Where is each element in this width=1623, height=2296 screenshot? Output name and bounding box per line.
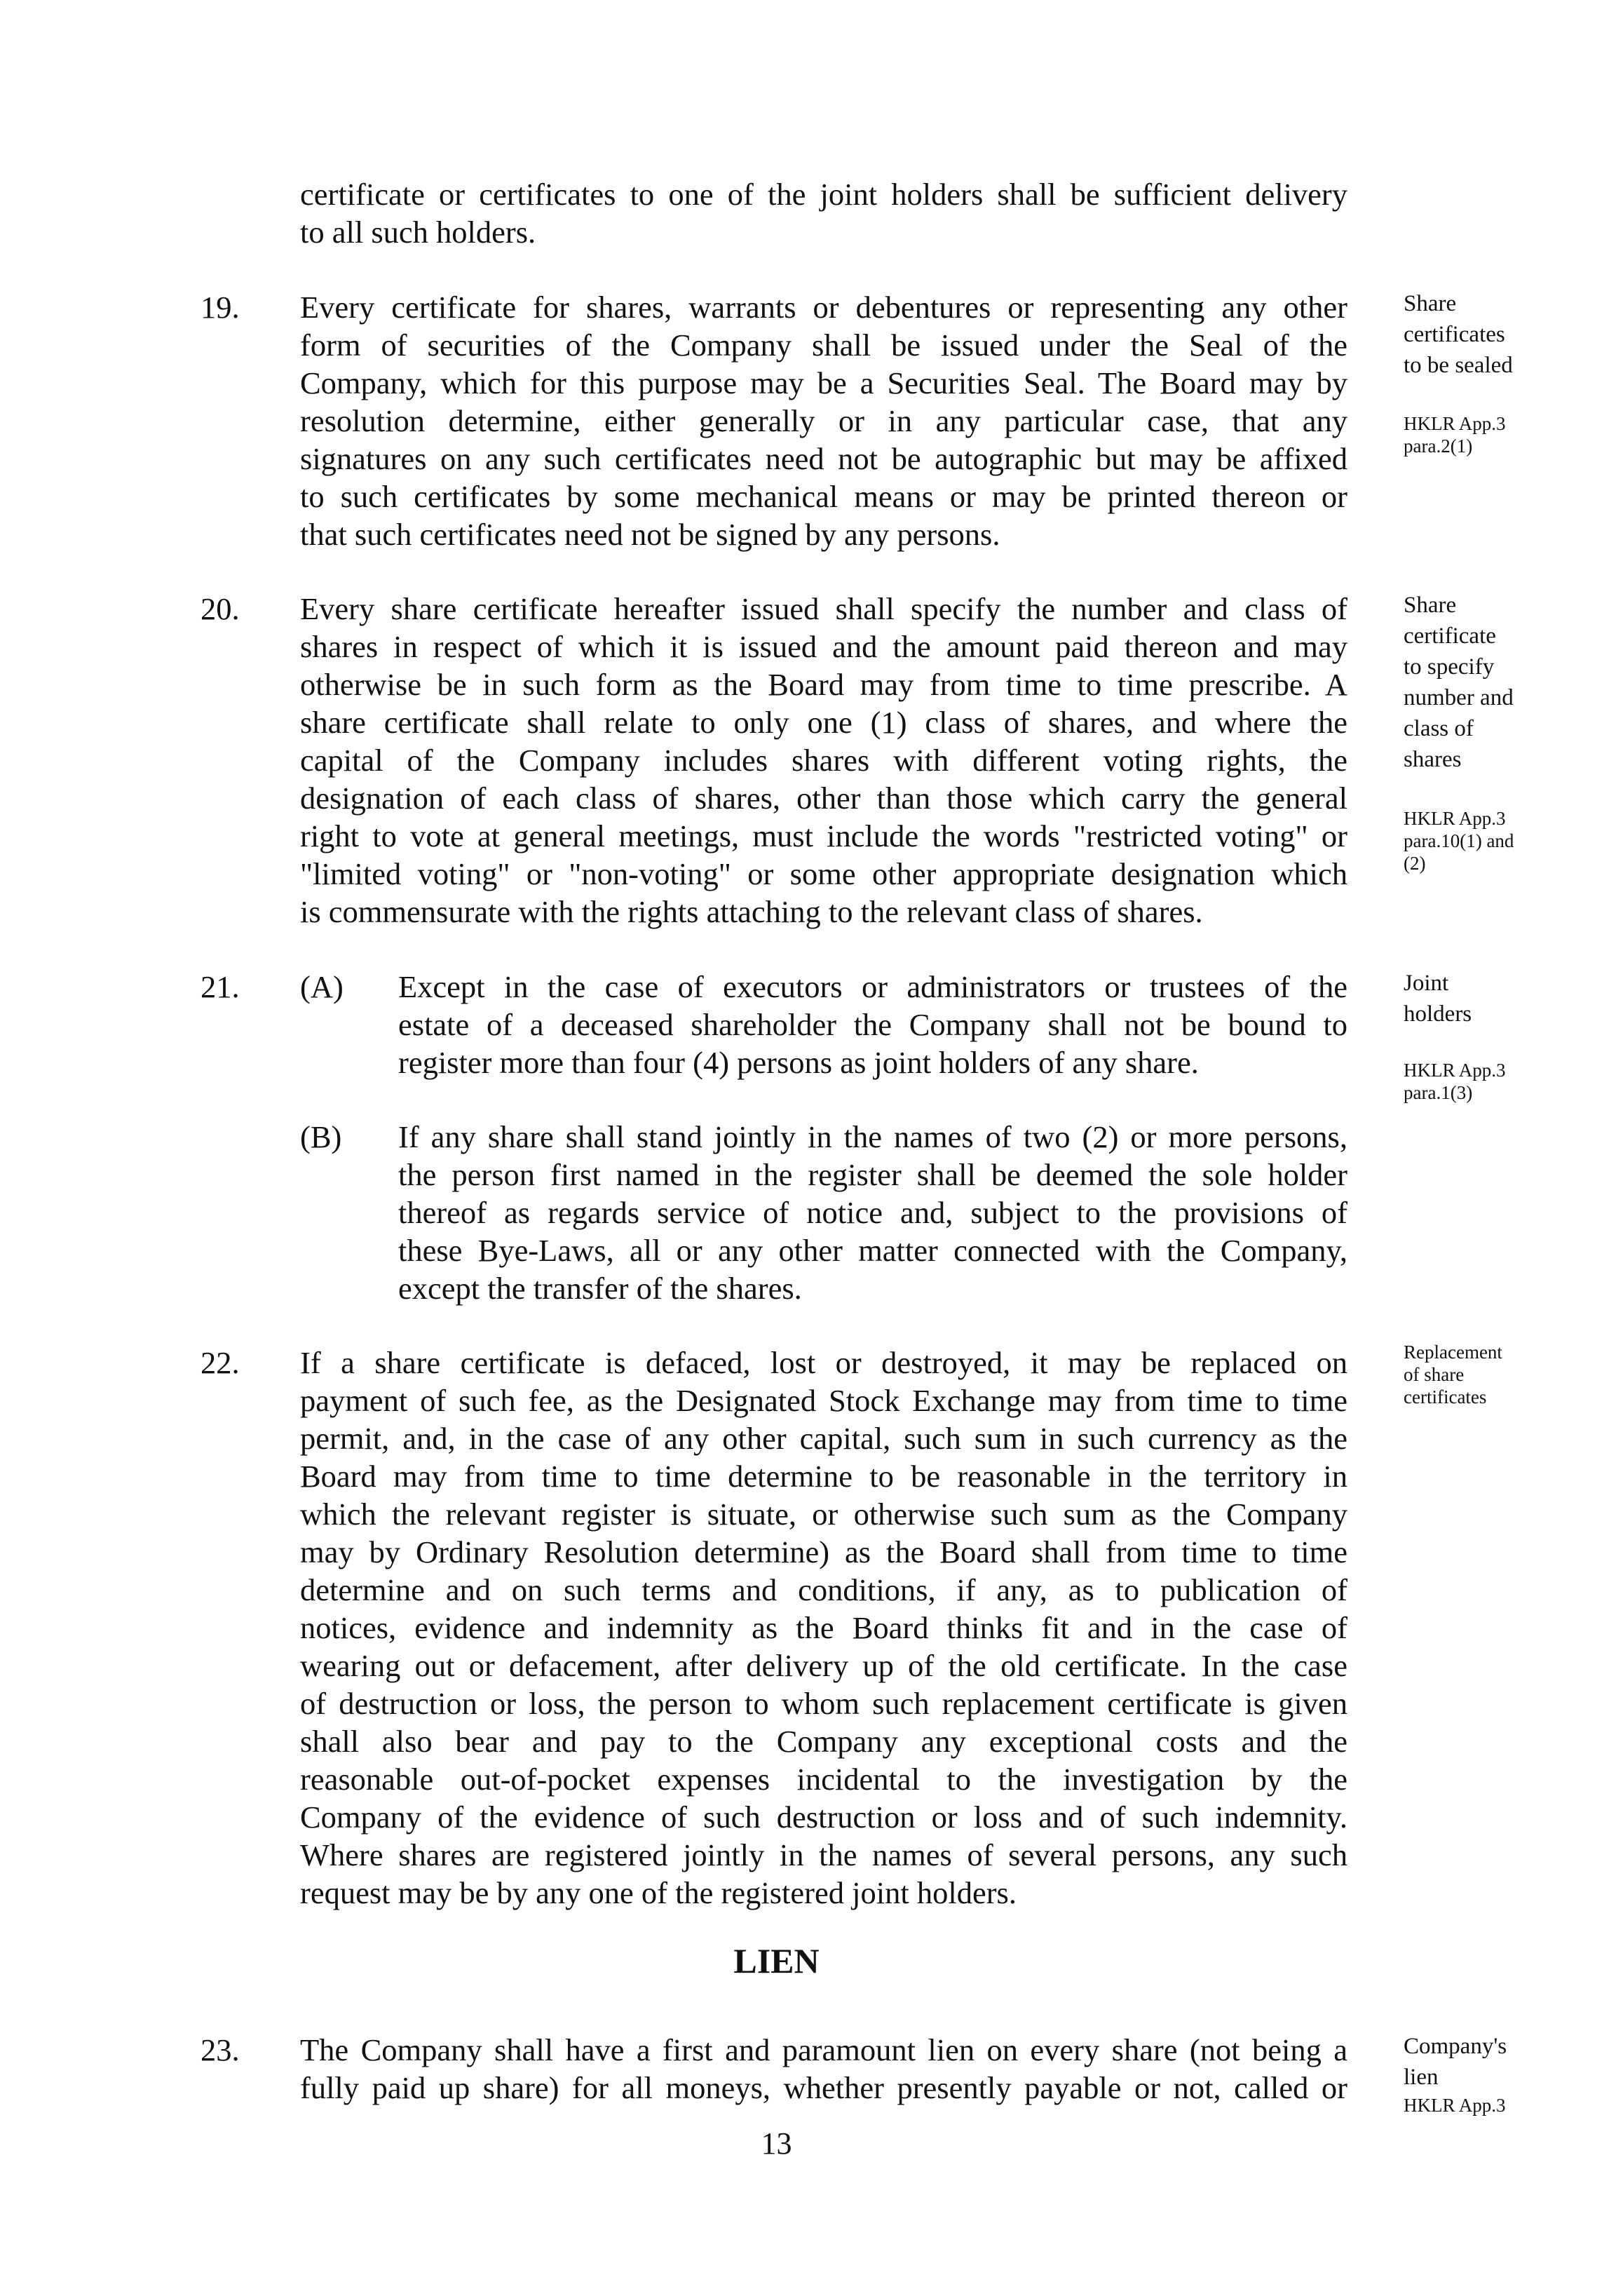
margin-note-line: class of [1404,716,1474,741]
text-line: estate of a deceased shareholder the Company shall not be bound to [398,1007,1347,1042]
margin-ref-line: (2) [1404,853,1426,874]
margin-note-line: to specify [1404,654,1495,680]
clause-22-body [300,1344,1347,1912]
margin-ref-line: HKLR App.3 [1404,2095,1506,2116]
margin-note-line: Joint [1404,971,1449,996]
margin-note-line: certificates [1404,1386,1487,1407]
text-line: fully paid up share) for all moneys, whether presently payable or not, called or [300,2070,1347,2105]
margin-ref-line: para.2(1) [1404,435,1473,457]
clause-21b-label: (B) [300,1119,342,1154]
text-line: Board may from time to time determine to be reasonable in the territory in [300,1459,1347,1494]
clause-20-margin-note [1404,590,1579,775]
text-line: reasonable out-of-pocket expenses incidental to the investigation by the [300,1762,1347,1797]
text-line: form of securities of the Company shall be issued under the Seal of the [300,327,1347,363]
text-line: which the relevant register is situate, or otherwise such sum as the Company [300,1497,1347,1532]
margin-note-line: shares [1404,747,1462,772]
clause-23-margin-reference [1404,2094,1579,2116]
clause-20-margin-reference [1404,807,1579,874]
text-line: the person first named in the register shall be deemed the sole holder [398,1157,1347,1192]
text-line: that such certificates need not be signed by any persons. [300,517,1000,552]
clause-21-margin-note [1404,968,1579,1029]
text-line: of destruction or loss, the person to whom such replacement certificate is given [300,1686,1347,1721]
margin-note-line: to be sealed [1404,353,1513,378]
clause-21a-body [398,968,1347,1081]
text-line: except the transfer of the shares. [398,1271,802,1306]
text-line: permit, and, in the case of any other capital, such sum in such currency as the [300,1421,1347,1456]
text-line: is commensurate with the rights attaching to the relevant class of shares. [300,894,1203,929]
clause-23-body [300,2031,1347,2107]
text-line: Company of the evidence of such destruction or loss and of such indemnity. [300,1799,1347,1835]
text-line: certificate or certificates to one of the joint holders shall be sufficient delivery [300,177,1347,212]
text-line: Every certificate for shares, warrants or debentures or representing any other [300,290,1347,325]
margin-ref-line: para.10(1) and [1404,830,1514,851]
text-line: If any share shall stand jointly in the names of two (2) or more persons, [398,1119,1347,1154]
text-line: Where shares are registered jointly in the names of several persons, any such [300,1837,1347,1872]
margin-note-line: Share [1404,291,1457,316]
text-line: notices, evidence and indemnity as the Board thinks fit and in the case of [300,1610,1347,1645]
clause-20-number: 20. [201,591,240,626]
text-line: wearing out or defacement, after delivery up of the old certificate. In the case [300,1648,1347,1683]
text-line: determine and on such terms and conditions, if any, as to publication of [300,1572,1347,1607]
text-line: Except in the case of executors or administrators or trustees of the [398,969,1347,1004]
margin-ref-line: para.1(3) [1404,1082,1473,1103]
margin-note-line: lien [1404,2065,1439,2090]
text-line: Every share certificate hereafter issued shall specify the number and class of [300,591,1347,626]
margin-note-line: number and [1404,685,1514,710]
margin-note-line: of share [1404,1364,1465,1385]
clause-20-body [300,590,1347,931]
text-line: these Bye-Laws, all or any other matter connected with the Company, [398,1233,1347,1268]
margin-ref-line: HKLR App.3 [1404,808,1506,829]
text-line: capital of the Company includes shares with different voting rights, the [300,743,1347,778]
text-line: resolution determine, either generally or in any particular case, that any [300,403,1347,438]
text-line: thereof as regards service of notice and, subject to the provisions of [398,1195,1347,1230]
clause-21-margin-reference [1404,1059,1579,1104]
margin-ref-line: HKLR App.3 [1404,1060,1506,1081]
text-line: otherwise be in such form as the Board may from time to time prescribe. A [300,667,1347,702]
clause-19-number: 19. [201,290,240,325]
clause-19-margin-reference [1404,412,1579,457]
margin-note-line: Company's [1404,2034,1507,2059]
margin-note-line: Replacement [1404,1342,1502,1363]
section-heading-lien: LIEN [733,1941,820,1980]
text-line: shares in respect of which it is issued and the amount paid thereon and may [300,629,1347,664]
text-line: may by Ordinary Resolution determine) as the Board shall from time to time [300,1534,1347,1569]
text-line: right to vote at general meetings, must include the words "restricted voting" or [300,818,1347,853]
text-line: register more than four (4) persons as joint holders of any share. [398,1045,1199,1080]
margin-note-line: holders [1404,1001,1472,1027]
text-line: to such certificates by some mechanical means or may be printed thereon or [300,479,1347,514]
clause-19-margin-note [1404,288,1579,381]
text-line: "limited voting" or "non-voting" or some other appropriate designation which [300,856,1347,891]
clause-23-number: 23. [201,2032,240,2067]
margin-note-line: Share [1404,593,1457,618]
clause-23-margin-note [1404,2031,1579,2093]
margin-note-line: certificate [1404,623,1496,649]
text-line: payment of such fee, as the Designated Stock Exchange may from time to time [300,1383,1347,1418]
text-line: to all such holders. [300,215,536,250]
text-line: Company, which for this purpose may be a Securities Seal. The Board may by [300,365,1347,400]
clause-21a-label: (A) [300,969,344,1004]
margin-note-line: certificates [1404,322,1505,347]
text-line: share certificate shall relate to only one (1) class of shares, and where the [300,705,1347,740]
text-line: The Company shall have a first and paramount lien on every share (not being a [300,2032,1347,2067]
clause-18-continuation [300,175,1347,251]
clause-22-margin-note [1404,1341,1579,1408]
text-line: signatures on any such certificates need not be autographic but may be affixed [300,441,1347,476]
text-line: designation of each class of shares, other than those which carry the general [300,781,1347,816]
clause-21-number: 21. [201,969,240,1004]
clause-21b-body [398,1118,1347,1307]
clause-22-number: 22. [201,1345,240,1380]
page-number: 13 [761,2126,792,2161]
clause-19-body [300,288,1347,553]
margin-ref-line: HKLR App.3 [1404,413,1506,434]
text-line: If a share certificate is defaced, lost or destroyed, it may be replaced on [300,1345,1347,1380]
text-line: request may be by any one of the registered joint holders. [300,1875,1017,1910]
text-line: shall also bear and pay to the Company any exceptional costs and the [300,1724,1347,1759]
